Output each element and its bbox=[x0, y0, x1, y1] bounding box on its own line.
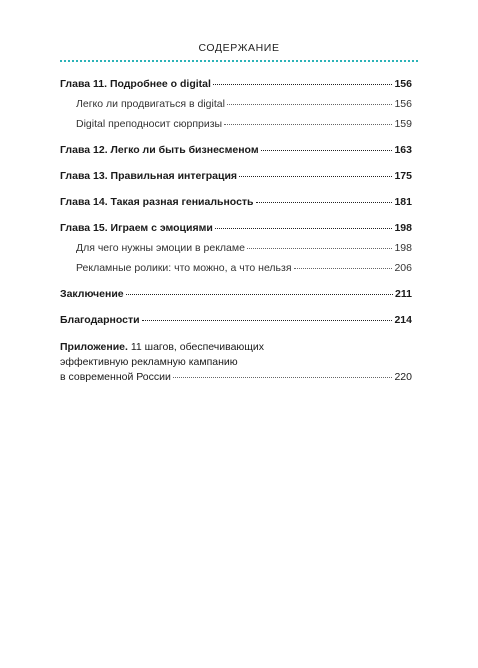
toc-entry-title: Глава 14. Такая разная гениальность bbox=[60, 196, 254, 208]
toc-entry-conclusion bbox=[60, 288, 412, 301]
toc-entry-page: 198 bbox=[394, 222, 412, 234]
appendix-line-3 bbox=[60, 370, 412, 385]
toc-entry-chapter-15 bbox=[60, 222, 412, 235]
toc-entry-title: Рекламные ролики: что можно, а что нельзя bbox=[76, 262, 292, 274]
toc-entry-section-15-1 bbox=[60, 242, 412, 255]
toc-entry-page: 156 bbox=[394, 78, 412, 90]
toc-entry-acknowledgements bbox=[60, 314, 412, 327]
toc-entry-title: Глава 13. Правильная интеграция bbox=[60, 170, 238, 182]
dot-leader bbox=[142, 320, 393, 321]
table-of-contents bbox=[60, 78, 412, 385]
dot-leader bbox=[224, 124, 392, 125]
appendix-line-1 bbox=[60, 340, 412, 355]
toc-entry-title: Благодарности bbox=[60, 314, 140, 326]
appendix-title-part-3: в современной России bbox=[60, 371, 171, 383]
toc-entry-page: 211 bbox=[395, 288, 412, 300]
dot-leader bbox=[227, 104, 393, 105]
toc-entry-page: 206 bbox=[394, 262, 412, 274]
toc-entry-appendix bbox=[60, 340, 412, 385]
dot-leader bbox=[215, 228, 393, 229]
toc-entry-page: 156 bbox=[394, 98, 412, 110]
dot-leader bbox=[213, 84, 393, 85]
toc-entry-page: 198 bbox=[394, 242, 412, 254]
appendix-title-part-1: 11 шагов, обеспечивающих bbox=[127, 341, 265, 353]
dot-leader bbox=[256, 202, 393, 203]
toc-entry-page: 181 bbox=[394, 196, 412, 208]
dot-leader bbox=[247, 248, 393, 249]
toc-entry-title: Легко ли продвигаться в digital bbox=[76, 98, 225, 110]
toc-entry-page: 220 bbox=[394, 371, 412, 383]
toc-entry-title: Глава 15. Играем с эмоциями bbox=[60, 222, 213, 234]
toc-entry-title: Digital преподносит сюрпризы bbox=[76, 118, 223, 130]
header-dotted-rule bbox=[60, 60, 418, 62]
toc-entry-title: Глава 12. Легко ли быть бизнесменом bbox=[60, 144, 259, 156]
toc-entry-chapter-12 bbox=[60, 144, 412, 157]
dot-leader bbox=[261, 150, 393, 151]
toc-entry-title: Заключение bbox=[60, 288, 124, 300]
toc-entry-chapter-13 bbox=[60, 170, 412, 183]
toc-entry-page: 163 bbox=[394, 144, 412, 156]
toc-entry-section-15-2 bbox=[60, 262, 412, 275]
page-header-title: СОДЕРЖАНИЕ bbox=[198, 42, 280, 54]
dot-leader bbox=[126, 294, 393, 295]
toc-entry-page: 159 bbox=[394, 118, 412, 130]
appendix-label: Приложение. bbox=[60, 341, 128, 353]
appendix-line-2: эффективную рекламную кампанию bbox=[60, 356, 238, 368]
toc-entry-section-11-2 bbox=[60, 118, 412, 131]
dot-leader bbox=[294, 268, 393, 269]
dot-leader bbox=[173, 377, 393, 378]
dot-leader bbox=[239, 176, 392, 177]
toc-entry-page: 175 bbox=[394, 170, 412, 182]
toc-entry-title: Глава 11. Подробнее о digital bbox=[60, 78, 211, 90]
toc-entry-section-11-1 bbox=[60, 98, 412, 111]
toc-entry-chapter-14 bbox=[60, 196, 412, 209]
toc-entry-title: Для чего нужны эмоции в рекламе bbox=[76, 242, 245, 254]
toc-entry-page: 214 bbox=[394, 314, 412, 326]
toc-entry-chapter-11 bbox=[60, 78, 412, 91]
